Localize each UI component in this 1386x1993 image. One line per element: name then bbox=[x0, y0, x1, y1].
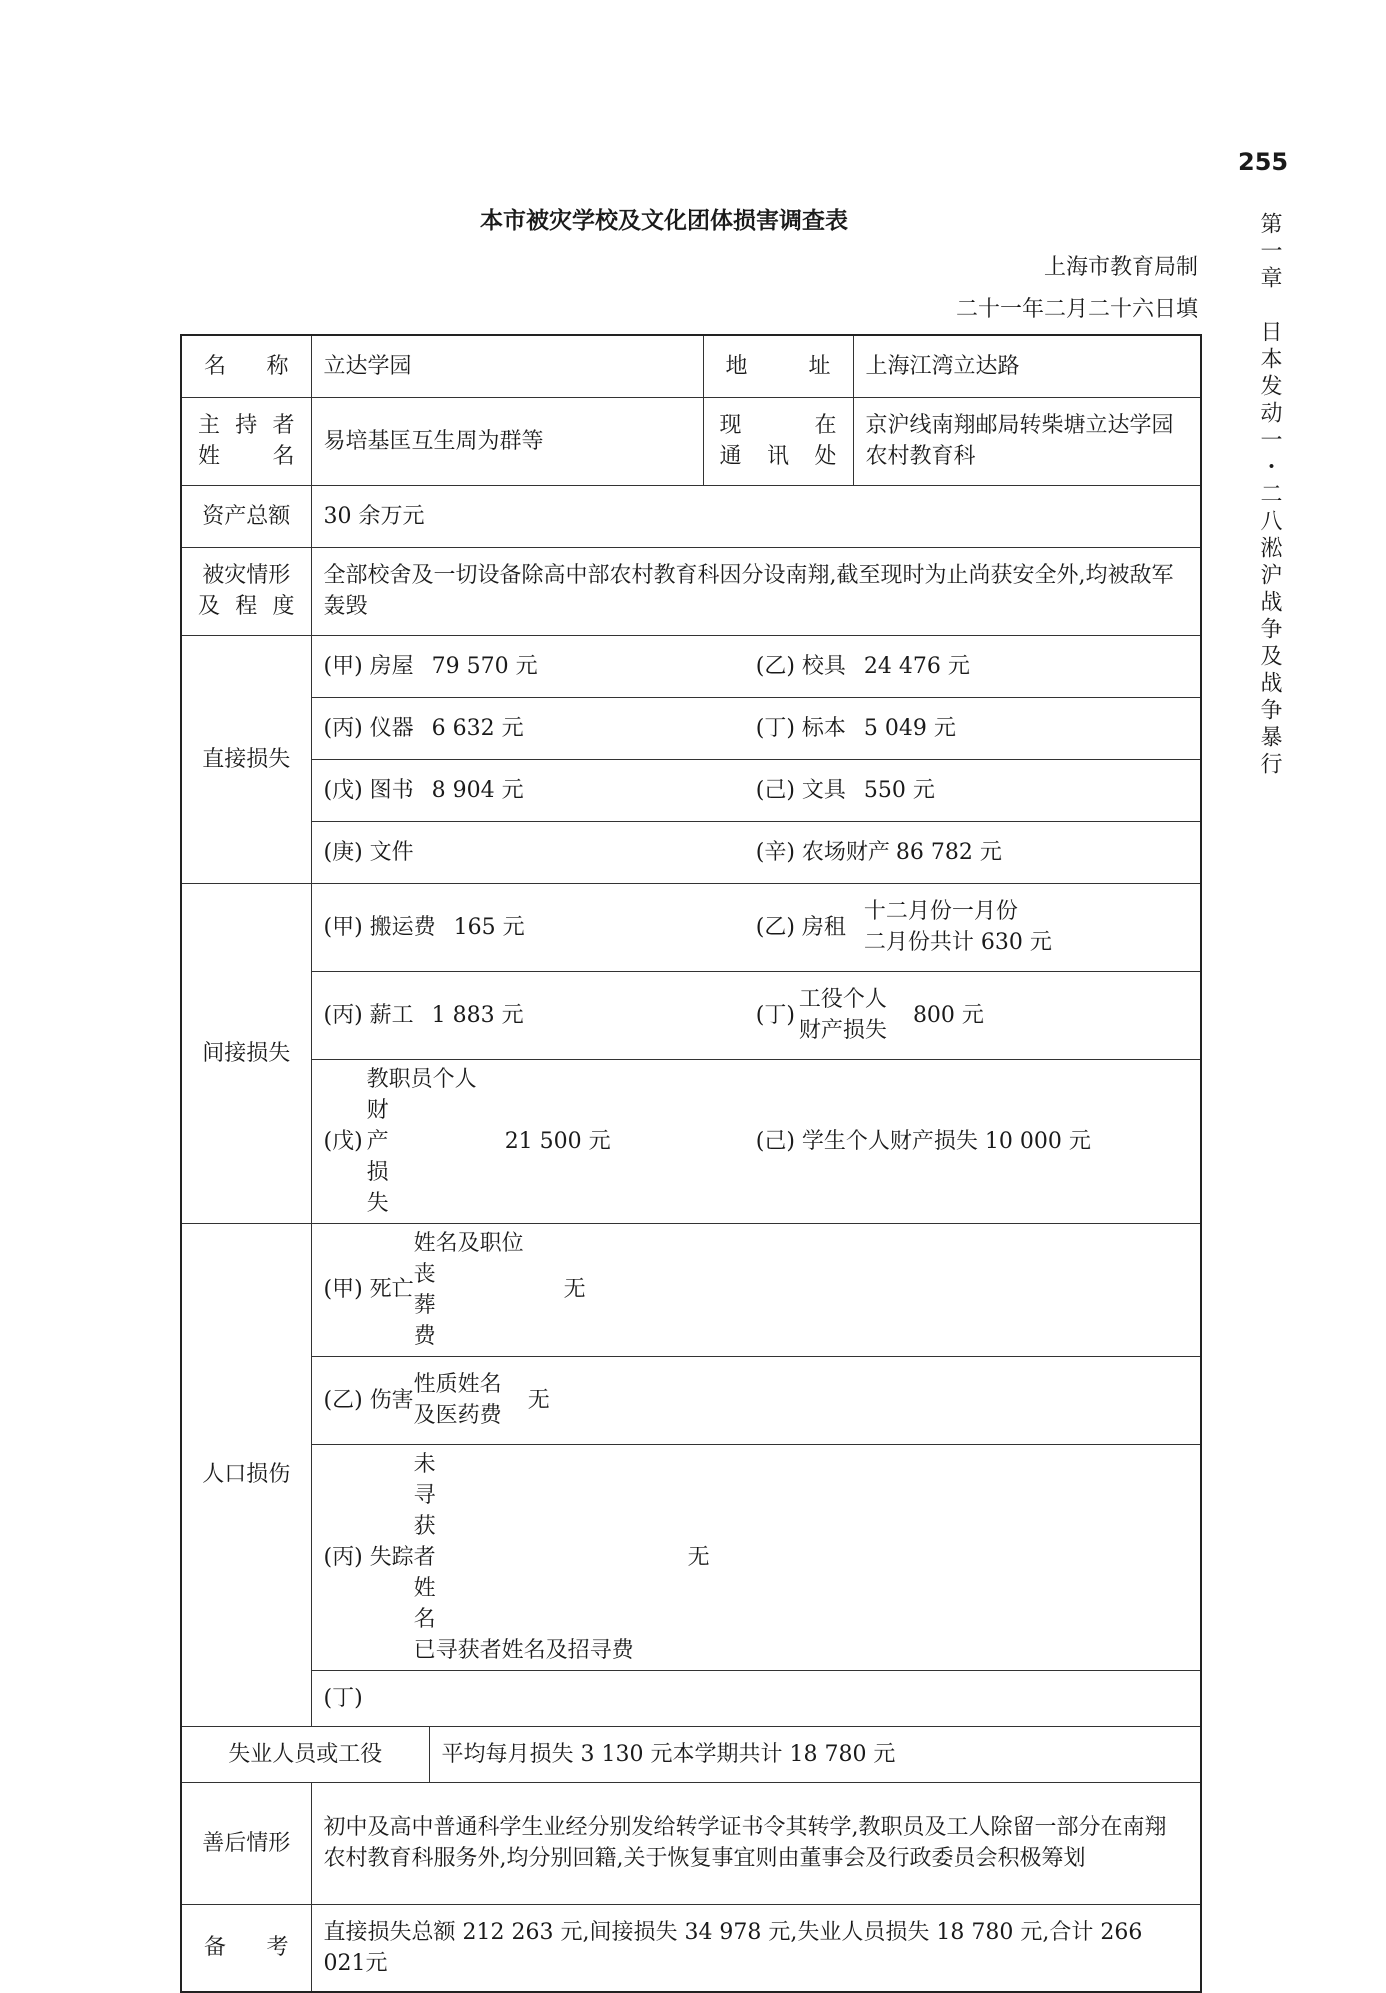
table-row bbox=[181, 1904, 1201, 1992]
direct-h-label: (辛) 农场财产 bbox=[755, 839, 890, 865]
table-row bbox=[181, 1356, 1201, 1444]
indirect-loss-label: 间接损失 bbox=[181, 883, 311, 1223]
remarks-value: 直接损失总额 212 263 元,间接损失 34 978 元,失业人员损失 18 780 元,合计 266 021元 bbox=[311, 1904, 1201, 1992]
direct-d-value: 5 049 元 bbox=[863, 715, 956, 741]
casualty-b-line2: 及医药费 bbox=[413, 1403, 502, 1428]
damage-label: 被灾情形 及 程 度 bbox=[181, 547, 311, 635]
table-row bbox=[181, 397, 1201, 485]
assets-value: 30 余万元 bbox=[311, 485, 1201, 547]
direct-b-value: 24 476 元 bbox=[863, 653, 970, 679]
damage-description: 全部校舍及一切设备除高中部农村教育科因分设南翔,截至现时为止尚获安全外,均被敌军轰毁 bbox=[311, 547, 1201, 635]
indirect-e-value: 21 500 元 bbox=[504, 1128, 611, 1154]
unemployed-label: 失业人员或工役 bbox=[181, 1726, 429, 1782]
direct-c-label: (丙) 仪器 bbox=[323, 715, 414, 741]
table-row bbox=[181, 1059, 1201, 1223]
indirect-a-value: 165 元 bbox=[453, 914, 525, 940]
remarks-label: 备 考 bbox=[181, 1904, 311, 1992]
table-row bbox=[181, 883, 1201, 971]
aftermath-label: 善后情形 bbox=[181, 1782, 311, 1904]
table-row bbox=[181, 1782, 1201, 1904]
direct-loss-row bbox=[311, 821, 1201, 883]
table-row bbox=[181, 1670, 1201, 1726]
direct-c-value: 6 632 元 bbox=[431, 715, 524, 741]
table-row bbox=[181, 635, 1201, 697]
unemployed-value: 平均每月损失 3 130 元本学期共计 18 780 元 bbox=[429, 1726, 1201, 1782]
table-row bbox=[181, 335, 1201, 397]
direct-loss-label: 直接损失 bbox=[181, 635, 311, 883]
indirect-e-label: (戊) bbox=[323, 1128, 363, 1154]
casualty-c-label: (丙) 失踪 bbox=[323, 1544, 414, 1570]
indirect-e-line2: 财 产 损 失 bbox=[366, 1097, 389, 1216]
indirect-d-label: (丁) bbox=[755, 1002, 795, 1028]
page-number: 255 bbox=[1238, 148, 1289, 176]
indirect-b-label: (乙) 房租 bbox=[755, 914, 846, 940]
direct-d-label: (丁) 标本 bbox=[755, 715, 846, 741]
direct-b-label: (乙) 校具 bbox=[755, 653, 846, 679]
casualty-b-label: (乙) 伤害 bbox=[323, 1387, 414, 1413]
indirect-d-line1: 工役个人 bbox=[798, 987, 887, 1012]
indirect-c-label: (丙) 薪工 bbox=[323, 1002, 414, 1028]
contact-label: 现 在 通 讯 处 bbox=[703, 397, 853, 485]
table-row bbox=[181, 485, 1201, 547]
direct-a-value: 79 570 元 bbox=[431, 653, 538, 679]
casualty-a-line2: 丧 葬 费 bbox=[413, 1261, 436, 1349]
indirect-f-text: (己) 学生个人财产损失 10 000 元 bbox=[755, 1128, 1091, 1154]
host-names: 易培基匡互生周为群等 bbox=[311, 397, 703, 485]
address-label: 地 址 bbox=[703, 335, 853, 397]
direct-h-value: 86 782 元 bbox=[895, 839, 1002, 865]
casualty-d-label: (丁) bbox=[311, 1670, 1201, 1726]
casualty-a-value: 无 bbox=[563, 1277, 586, 1302]
direct-loss-row bbox=[311, 697, 1201, 759]
indirect-e-line1: 教职员个人 bbox=[366, 1066, 477, 1092]
direct-f-label: (己) 文具 bbox=[755, 777, 846, 803]
casualty-row bbox=[311, 1223, 1201, 1356]
casualty-c-line1: 未 寻 获 者 姓 名 bbox=[413, 1451, 436, 1632]
table-row bbox=[181, 821, 1201, 883]
table-row bbox=[181, 759, 1201, 821]
casualty-b-line1: 性质姓名 bbox=[413, 1372, 502, 1397]
aftermath-value: 初中及高中普通科学生业经分别发给转学证书令其转学,教职员及工人除留一部分在南翔农村教育科服务外,均分别回籍,关于恢复事宜则由董事会及行政委员会积极筹划 bbox=[311, 1782, 1201, 1904]
direct-loss-row bbox=[311, 759, 1201, 821]
indirect-b-line2: 二月份共计 630 元 bbox=[863, 930, 1052, 955]
indirect-d-value: 800 元 bbox=[912, 1002, 984, 1028]
indirect-loss-row bbox=[311, 883, 1201, 971]
casualty-c-value: 无 bbox=[687, 1544, 710, 1570]
indirect-loss-row bbox=[311, 1059, 1201, 1223]
table-row bbox=[181, 547, 1201, 635]
table-row bbox=[181, 1223, 1201, 1356]
casualty-row bbox=[311, 1444, 1201, 1670]
direct-e-value: 8 904 元 bbox=[431, 777, 524, 803]
table-row bbox=[181, 1444, 1201, 1670]
direct-loss-row bbox=[311, 635, 1201, 697]
chapter-side-title: 第一章 日本发动一・二八淞沪战争及战争暴行 bbox=[1257, 212, 1282, 779]
casualty-a-label: (甲) 死亡 bbox=[323, 1277, 414, 1302]
table-row bbox=[181, 697, 1201, 759]
casualty-row bbox=[311, 1356, 1201, 1444]
document-title: 本市被灾学校及文化团体损害调查表 bbox=[480, 208, 848, 234]
casualty-b-value: 无 bbox=[527, 1387, 550, 1413]
school-name: 立达学园 bbox=[311, 335, 703, 397]
direct-f-value: 550 元 bbox=[863, 777, 935, 803]
table-row bbox=[181, 971, 1201, 1059]
name-label: 名 称 bbox=[181, 335, 311, 397]
indirect-a-label: (甲) 搬运费 bbox=[323, 914, 436, 940]
contact-value: 京沪线南翔邮局转柴塘立达学园农村教育科 bbox=[853, 397, 1201, 485]
direct-e-label: (戊) 图书 bbox=[323, 777, 414, 803]
host-label: 主 持 者 姓 名 bbox=[181, 397, 311, 485]
casualty-a-line1: 姓名及职位 bbox=[413, 1230, 524, 1256]
issuer: 上海市教育局制 bbox=[1043, 255, 1198, 280]
casualty-label: 人口损伤 bbox=[181, 1223, 311, 1726]
fill-date: 二十一年二月二十六日填 bbox=[955, 297, 1198, 322]
indirect-loss-row bbox=[311, 971, 1201, 1059]
indirect-b-line1: 十二月份一月份 bbox=[863, 899, 1018, 924]
survey-table bbox=[180, 334, 1202, 1993]
assets-label: 资产总额 bbox=[181, 485, 311, 547]
address-value: 上海江湾立达路 bbox=[853, 335, 1201, 397]
direct-a-label: (甲) 房屋 bbox=[323, 653, 414, 679]
indirect-d-line2: 财产损失 bbox=[798, 1018, 887, 1043]
casualty-c-line2: 已寻获者姓名及招寻费 bbox=[413, 1637, 634, 1663]
table-row bbox=[181, 1726, 1201, 1782]
indirect-c-value: 1 883 元 bbox=[431, 1002, 524, 1028]
direct-g-label: (庚) 文件 bbox=[323, 839, 414, 865]
